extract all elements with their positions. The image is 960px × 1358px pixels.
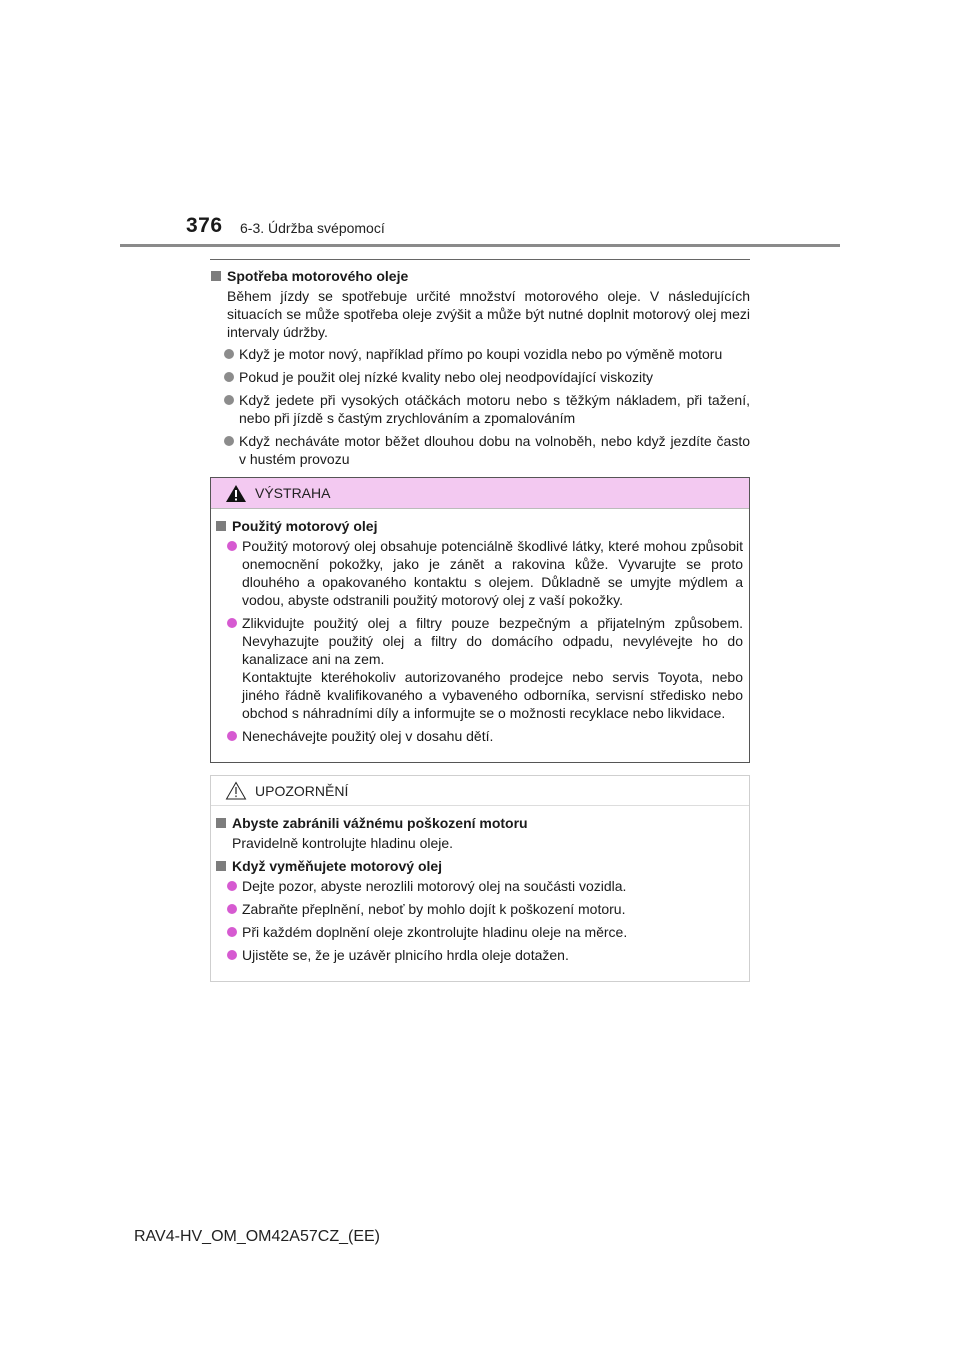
warning-box-body bbox=[211, 509, 749, 762]
list-item-text: Při každém doplnění oleje zkontrolujte hladinu oleje na měrce. bbox=[242, 924, 628, 940]
caution-box-body bbox=[211, 806, 749, 981]
warning-label: VÝSTRAHA bbox=[255, 485, 331, 501]
bullet-dot-icon bbox=[224, 436, 234, 446]
list-item-text: Když jedete při vysokých otáčkách motoru nebo s těžkým nákladem, při tažení, nebo při jízdě s častým zrychlováním a zpomalováním bbox=[239, 392, 750, 426]
list-item-text: Nenechávejte použitý olej v dosahu dětí. bbox=[242, 728, 494, 744]
heading-text: Když vyměňujete motorový olej bbox=[232, 858, 443, 874]
bullet-dot-icon bbox=[227, 904, 237, 914]
list-item-text: Zabraňte přeplnění, neboť by mohlo dojít k poškození motoru. bbox=[242, 901, 626, 917]
bullet-dot-icon bbox=[224, 349, 234, 359]
list-item-text-part: Kontaktujte kteréhokoliv autorizovaného prodejce nebo servis Toyota, nebo jiného řádně kvalifikovaného a vybaveného odborníka, servisní středisko nebo obchod s náhradními díly a informujte se o možnosti recyklace nebo likvidace. bbox=[242, 669, 743, 721]
list-item bbox=[227, 946, 743, 964]
bullet-dot-icon bbox=[227, 881, 237, 891]
square-bullet-icon bbox=[216, 521, 226, 531]
list-item bbox=[227, 614, 743, 722]
warning-box-header bbox=[211, 478, 749, 509]
list-item-text: Když je motor nový, například přímo po koupi vozidla nebo po výměně motoru bbox=[239, 346, 723, 362]
bullet-dot-icon bbox=[227, 927, 237, 937]
footer-code: RAV4-HV_OM_OM42A57CZ_(EE) bbox=[134, 1228, 380, 1245]
caution-box-header bbox=[211, 776, 749, 806]
bullet-dot-icon bbox=[227, 618, 237, 628]
page-number: 376 bbox=[186, 214, 223, 237]
page-content bbox=[210, 259, 750, 982]
section-divider bbox=[210, 259, 750, 260]
list-item bbox=[224, 368, 750, 386]
square-bullet-icon bbox=[211, 271, 221, 281]
list-item bbox=[227, 900, 743, 918]
list-item bbox=[227, 923, 743, 941]
list-item-text: Když necháváte motor běžet dlouhou dobu na volnoběh, nebo když jezdíte často v hustém provozu bbox=[239, 433, 750, 467]
bullet-dot-icon bbox=[227, 541, 237, 551]
list-item-text: Ujistěte se, že je uzávěr plnicího hrdla oleje dotažen. bbox=[242, 947, 569, 963]
bullet-dot-icon bbox=[227, 950, 237, 960]
list-item-text-part: Zlikvidujte použitý olej a filtry pouze bezpečným a přijatelným způsobem. Nevyhazujte použitý olej a filtry do domácího odpadu, nevylévejte ho do kanalizace ani na zem. bbox=[242, 615, 743, 667]
list-item bbox=[224, 345, 750, 363]
list-item-text bbox=[242, 614, 743, 722]
list-item bbox=[224, 391, 750, 427]
header-rule bbox=[120, 244, 840, 247]
caution-label: UPOZORNĚNÍ bbox=[255, 782, 349, 799]
caution-triangle-icon bbox=[225, 781, 247, 800]
caution-heading-1 bbox=[215, 815, 743, 831]
heading-text: Abyste zabránili vážnému poškození motoru bbox=[232, 815, 528, 831]
square-bullet-icon bbox=[216, 861, 226, 871]
square-bullet-icon bbox=[216, 818, 226, 828]
list-item bbox=[227, 727, 743, 745]
heading-text: Použitý motorový olej bbox=[232, 518, 378, 534]
list-item-text: Dejte pozor, abyste nerozlili motorový olej na součásti vozidla. bbox=[242, 878, 627, 894]
oil-consumption-intro: Během jízdy se spotřebuje určité množství motorového oleje. V následujících situacích se může spotřeba oleje zvýšit a může být nutné doplnit motorový olej mezi intervaly údržby. bbox=[227, 288, 750, 340]
bullet-dot-icon bbox=[224, 395, 234, 405]
section-title: 6-3. Údržba svépomocí bbox=[240, 220, 385, 236]
list-item bbox=[227, 537, 743, 609]
bullet-dot-icon bbox=[224, 372, 234, 382]
list-item bbox=[227, 877, 743, 895]
list-item-text: Pokud je použit olej nízké kvality nebo olej neodpovídající viskozity bbox=[239, 369, 654, 385]
caution-text: Pravidelně kontrolujte hladinu oleje. bbox=[232, 835, 454, 851]
warning-box bbox=[210, 477, 750, 763]
heading-text: Spotřeba motorového oleje bbox=[227, 268, 409, 284]
caution-heading-2 bbox=[215, 858, 743, 874]
list-item bbox=[224, 432, 750, 468]
list-item-text: Použitý motorový olej obsahuje potenciálně škodlivé látky, které mohou způsobit onemocnění pokožky, jako je zánět a rakovina kůže. Vyvarujte se proto dlouhého a opakovaného kontaktu s olejem. Důkladně se umyjte mýdlem a vodou, abyste odstranili použitý motorový olej z vaší pokožky. bbox=[242, 538, 743, 608]
caution-box bbox=[210, 775, 750, 982]
warning-triangle-icon bbox=[225, 484, 247, 503]
oil-consumption-heading bbox=[210, 268, 750, 284]
warning-heading bbox=[215, 518, 743, 534]
bullet-dot-icon bbox=[227, 731, 237, 741]
